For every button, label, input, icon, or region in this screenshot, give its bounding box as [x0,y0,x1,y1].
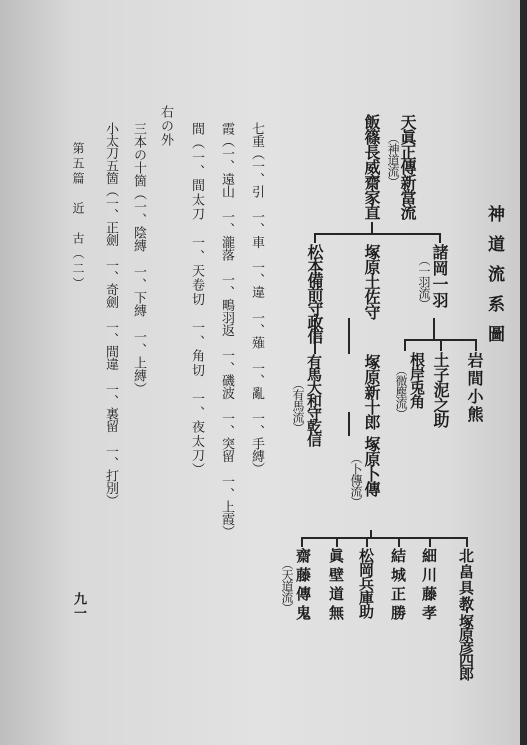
tree-line [439,233,441,243]
lineage-note-arima: （有馬流） [291,378,305,433]
lineage-name-kitabatake: 北畠具教 [457,548,475,612]
tree-line [348,412,350,436]
lineage-note-saito: （天道流） [280,558,294,613]
lineage-name-bokuden: 塚原卜傳 [362,436,381,496]
page-title: 神道流系圖 [484,205,504,355]
lineage-name-hosokawa: 細川藤孝 [420,548,438,624]
tree-line [336,537,338,547]
body-line-migi-no-hoka: 右の外 [158,105,173,147]
page-number: 九一 [71,592,86,620]
body-line-kasumi: 霞（一、遠山 一、瀧落 一、鴫羽返 一、磯波 一、突留 一、上霞） [219,122,234,538]
body-line-shichijuu: 七重（一、引 一、車 一、違 一、薙 一、亂 一、手縛） [249,122,264,475]
lineage-name-matsuoka: 松岡兵庫助 [357,548,375,618]
tree-line [404,339,406,351]
lineage-name-yuki: 結城正勝 [389,548,407,624]
body-line-ma: 間（一、間太刀 一、天卷切 一、角切 一、夜太刀） [189,122,204,477]
lineage-name-negishi: 根岸兎角 [408,352,426,408]
lineage-note-morooka: （一羽流） [417,254,431,309]
founder-name: 飯篠長威齋家直 [362,114,381,219]
tree-line [429,537,431,547]
lineage-name-makabe: 眞壁道無 [327,548,345,624]
lineage-note-negishi: （微塵流） [394,364,408,419]
lineage-name-hikoshiro: 塚原彦四郎 [457,614,475,679]
tree-line [301,537,303,547]
tree-line [314,233,440,235]
body-line-kodachi: 小太刀五箇（一、正劍 一、奇劍 一、間違 一、裏留 一、打別） [103,122,118,507]
tree-line [366,537,368,547]
page-edge-shadow [520,0,527,745]
lineage-name-morooka: 諸岡一羽 [430,244,449,308]
body-line-sanbon: 三本の十箇（一、陰縛 一、下縛 一、上縛） [131,122,146,395]
root-lineage-note: （神道流） [386,132,400,187]
tree-line [440,339,442,351]
tree-line [475,339,477,351]
lineage-name-tsukahara-tosa: 塚原土佐守 [362,244,381,319]
lineage-name-shinjuro: 塚原新十郎 [362,354,381,429]
lineage-name-iwama: 岩間小熊 [465,352,484,424]
tree-line [433,318,435,340]
chapter-heading: 第五篇 近 古（二） [71,142,85,292]
tree-line [301,537,467,539]
lineage-name-arima: 有馬大和守乾信 [305,354,323,445]
lineage-note-bokuden: （卜傳流） [349,452,363,507]
lineage-name-matsumoto: 松本備前守政信 [305,244,324,342]
tree-line [348,318,350,354]
lineage-name-saito: 齋藤傳鬼 [294,548,312,624]
tree-line [314,233,316,243]
root-lineage-name: 天眞正傳新當流 [398,114,417,219]
tree-line [466,537,468,547]
lineage-name-hijiko: 土子泥之助 [431,352,450,427]
tree-line [398,537,400,547]
